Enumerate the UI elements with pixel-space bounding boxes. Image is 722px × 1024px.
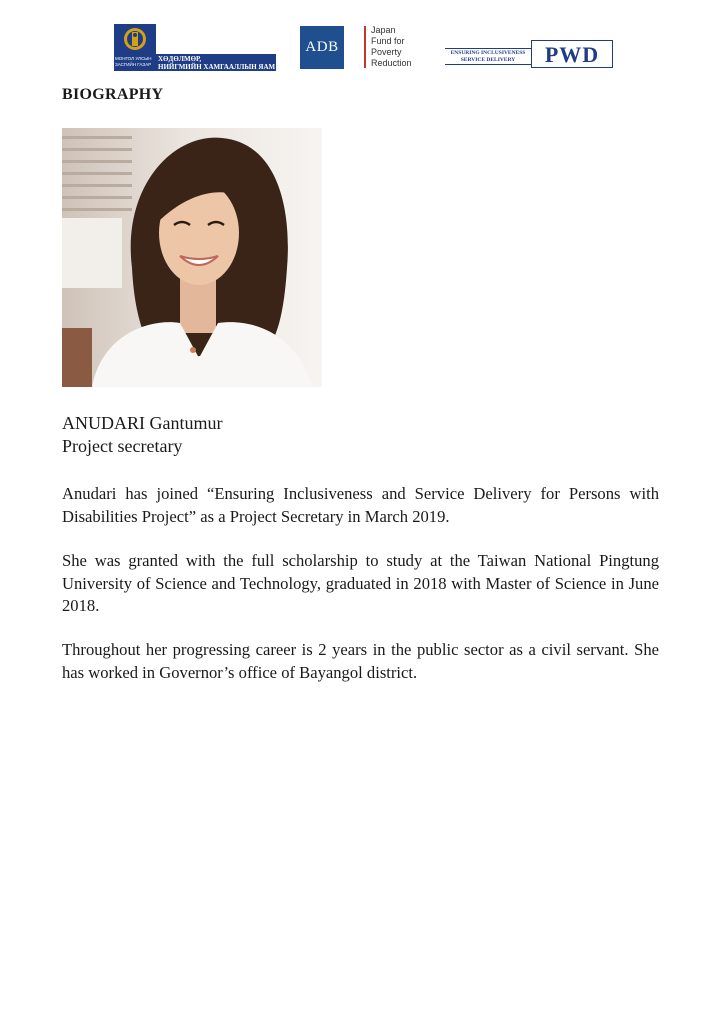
page-title: BIOGRAPHY (62, 86, 164, 103)
adb-logo-text: ADB (305, 39, 339, 55)
jfpr-logo-text: Japan Fund for Poverty Reduction (371, 25, 412, 68)
bio-paragraph-2: She was granted with the full scholarship to study at the Taiwan National Pingtung University of Science and Technology, graduated in 2018 with Master of Science in June 2018. (62, 551, 659, 615)
mongolia-emblem-icon (114, 24, 156, 54)
jfpr-divider (364, 26, 366, 68)
person-name: ANUDARI Gantumur (62, 413, 223, 433)
portrait-photo (62, 128, 322, 387)
ministry-country-text: МОНГОЛ УЛСЫН ЗАСГИЙН ГАЗАР (115, 56, 152, 67)
bio-paragraph-3: Throughout her progressing career is 2 years in the public sector as a civil servant. She has worked in Governor’s office of Bayangol district. (62, 640, 659, 682)
ministry-name-text: ХӨДӨЛМӨР, НИЙГМИЙН ХАМГААЛЛЫН ЯАМ (158, 55, 276, 71)
adb-logo (300, 26, 344, 69)
bio-paragraph-1: Anudari has joined “Ensuring Inclusiveness and Service Delivery for Persons with Disabilities Project” as a Project Secretary in March 2019. (62, 484, 659, 526)
pwd-tagline: ENSURING INCLUSIVENESS SERVICE DELIVERY (450, 50, 526, 63)
pwd-logo (445, 40, 613, 68)
ministry-logo (114, 24, 276, 72)
pwd-logo-text: PWD (544, 42, 600, 67)
person-role: Project secretary (62, 436, 183, 456)
